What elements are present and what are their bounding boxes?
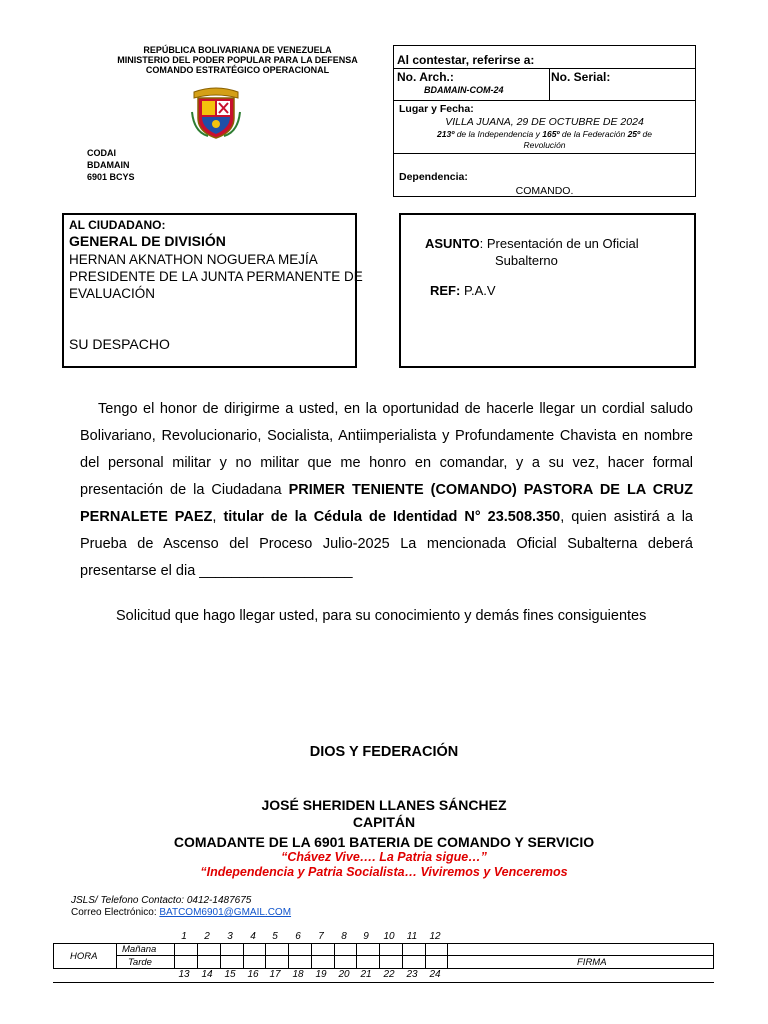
schedule-table [53, 943, 714, 969]
code-line: 6901 BCYS [87, 172, 135, 182]
signer-rank: CAPITÁN [352, 814, 416, 830]
id-number: titular de la Cédula de Identidad N° 23.508.350 [223, 509, 561, 525]
slogan-independence: “Independencia y Patria Socialista… Viviremos y Venceremos [200, 865, 568, 879]
subject-box [399, 213, 696, 368]
letterhead-line-republic: REPÚBLICA BOLIVARIANA DE VENEZUELA [143, 45, 332, 55]
slogan-chavez: “Chávez Vive…. La Patria sigue…” [281, 850, 487, 864]
officer-name: PRIMER TENIENTE (COMANDO) PASTORA DE LA CRUZ PERNALETE PAEZ [80, 482, 694, 525]
signer-role: COMADANTE DE LA 6901 BATERIA DE COMANDO Y SERVICIO [173, 834, 595, 850]
body-text: , [212, 509, 224, 525]
hour-number: 2 [204, 931, 210, 942]
email-label: Correo Electrónico: [71, 907, 160, 918]
hour-number: 21 [360, 969, 372, 980]
hour-number: 23 [406, 969, 418, 980]
hour-number: 14 [201, 969, 213, 980]
letter-body [80, 396, 693, 585]
tarde-label: Tarde [128, 957, 152, 968]
years-text: Revolución [523, 140, 566, 150]
subject-line [425, 235, 675, 269]
place-date-row [394, 101, 695, 154]
hour-number: 10 [383, 931, 395, 942]
body-text: Tengo el honor de dirigirme a usted, en la oportunidad de hacerle llegar un cordial saludo Bolivariano, Revolucionario, Socialista, Antiimperialista y Profundamente Chavista en nombre del personal militar y no militar que me honro en comandar, y a su vez, hacer formal presentación de la Ciudadana [80, 401, 693, 498]
reference-title: Al contestar, referirse a: [397, 53, 535, 67]
addressee-rank: GENERAL DE DIVISIÓN [69, 233, 226, 249]
email-line [71, 907, 291, 919]
hour-number: 5 [272, 931, 278, 942]
office-codes [87, 147, 135, 183]
hour-number: 11 [406, 931, 418, 942]
years-text: de la Independencia y [454, 129, 543, 139]
reference-box [393, 45, 696, 197]
hour-number: 12 [429, 931, 441, 942]
phone-line: JSLS/ Telefono Contacto: 0412-1487675 [71, 895, 252, 906]
federation-year: 165º [542, 129, 560, 139]
historic-years [394, 129, 695, 151]
hour-number: 4 [250, 931, 256, 942]
hour-number: 20 [338, 969, 350, 980]
hour-number: 8 [341, 931, 347, 942]
hour-number: 19 [315, 969, 327, 980]
hour-number: 1 [181, 931, 187, 942]
hour-number: 7 [318, 931, 324, 942]
addressee-position: PRESIDENTE DE LA JUNTA PERMANENTE DE EVALUACIÓN [69, 269, 363, 301]
addressee-office: SU DESPACHO [69, 336, 170, 352]
years-text: de [640, 129, 652, 139]
archive-value: BDAMAIN-COM-24 [424, 85, 504, 95]
subject-label: ASUNTO [425, 236, 480, 251]
hour-number: 16 [247, 969, 259, 980]
email-link[interactable]: BATCOM6901@GMAIL.COM [159, 907, 292, 918]
dependencia-label: Dependencia: [399, 171, 468, 183]
army-emblem-icon [190, 82, 242, 140]
hour-number: 9 [363, 931, 369, 942]
ref-label: REF: [430, 283, 461, 298]
revolution-year: 25º [627, 129, 641, 139]
addressee-box [62, 213, 363, 368]
years-text: de la Federación [559, 129, 628, 139]
archive-label: No. Arch.: [397, 70, 454, 84]
body-text: , quien asistirá a la Prueba de Ascenso del Proceso Julio-2025 La mencionada Oficial Subalterna deberá presentarse el dia ___________________ [80, 509, 693, 579]
addressee-to: AL CIUDADANO: [69, 218, 166, 232]
hour-number: 6 [295, 931, 301, 942]
letterhead-line-ministry: MINISTERIO DEL PODER POPULAR PARA LA DEFENSA [117, 55, 358, 65]
addressee-name: HERNAN AKNATHON NOGUERA MEJÍA [69, 252, 318, 267]
letterhead [100, 45, 375, 75]
hour-numbers-top [0, 931, 768, 943]
hour-number: 24 [429, 969, 441, 980]
dependencia-value: COMANDO. [515, 185, 574, 197]
ref-value: P.A.V [463, 283, 496, 298]
contact-block [71, 895, 291, 919]
hour-number: 3 [227, 931, 233, 942]
hour-number: 22 [383, 969, 395, 980]
letterhead-line-command: COMANDO ESTRATÉGICO OPERACIONAL [145, 65, 330, 75]
code-line: BDAMAIN [87, 160, 130, 170]
serial-label: No. Serial: [551, 70, 611, 84]
hora-label: HORA [70, 951, 98, 962]
subject-text: : Presentación de un Oficial [479, 236, 639, 251]
hour-numbers-bottom [0, 969, 768, 981]
reference-line [430, 283, 496, 298]
request-line: Solicitud que hago llegar usted, para su conocimiento y demás fines consiguientes [116, 608, 647, 624]
place-date-label: Lugar y Fecha: [399, 103, 474, 115]
independence-year: 213º [437, 129, 455, 139]
place-date-value: VILLA JUANA, 29 DE OCTUBRE DE 2024 [445, 116, 644, 128]
hour-number: 17 [269, 969, 281, 980]
hour-number: 15 [224, 969, 236, 980]
footer-rule [53, 982, 714, 983]
hour-number: 18 [292, 969, 304, 980]
motto: DIOS Y FEDERACIÓN [309, 744, 459, 760]
code-line: CODAI [87, 148, 116, 158]
signer-name: JOSÉ SHERIDEN LLANES SÁNCHEZ [261, 797, 507, 813]
reference-title-row [394, 46, 695, 69]
manana-label: Mañana [122, 944, 157, 955]
hour-number: 13 [178, 969, 190, 980]
subject-text-cont: Subalterno [495, 253, 558, 268]
firma-label: FIRMA [577, 957, 607, 968]
addressee-details [69, 251, 374, 302]
archive-row [394, 69, 695, 101]
